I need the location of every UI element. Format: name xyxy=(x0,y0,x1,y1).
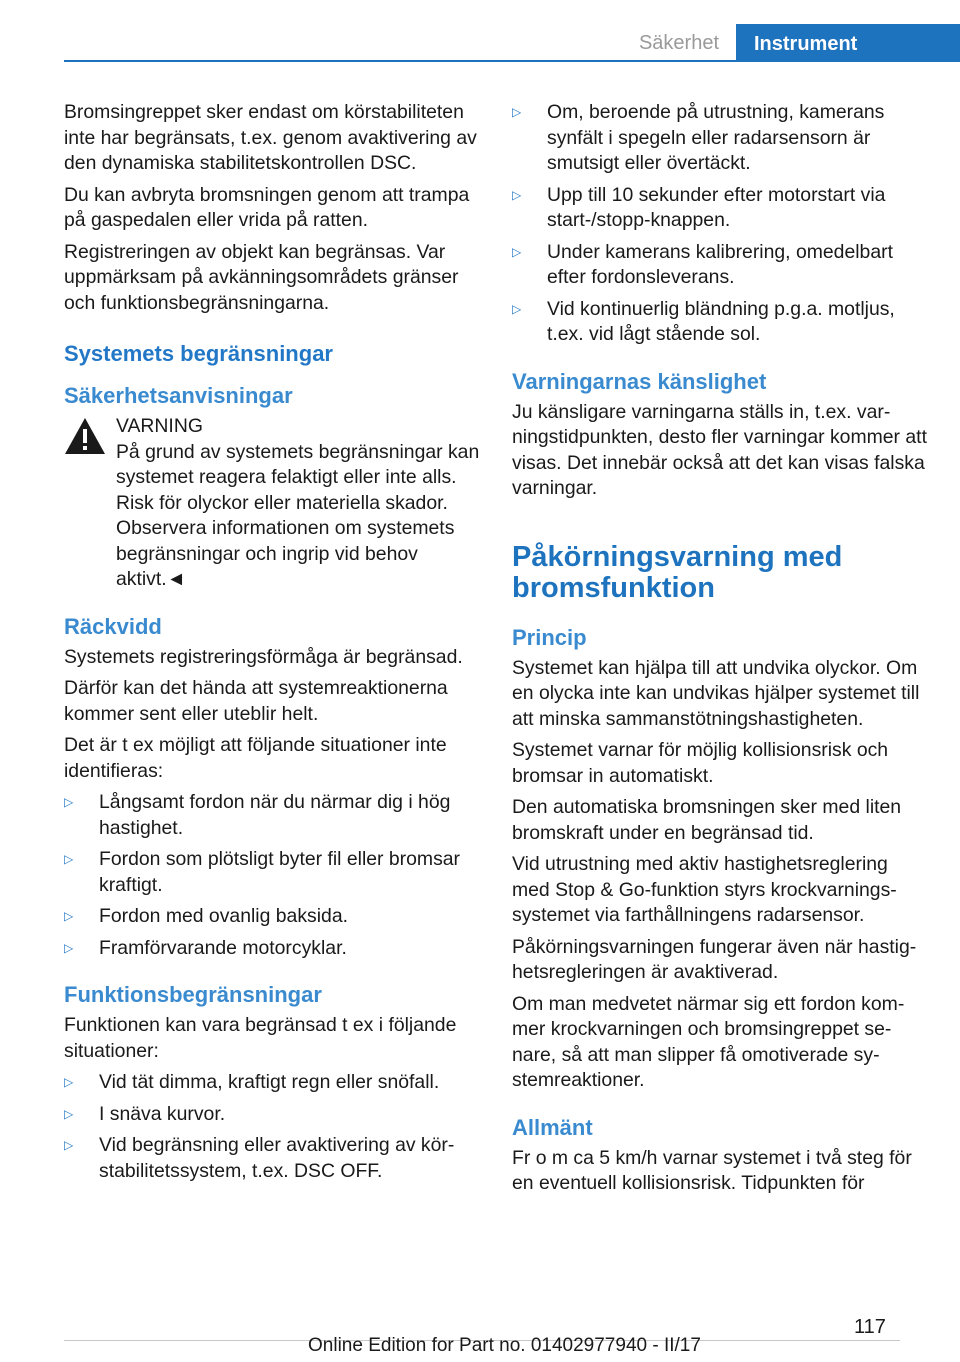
edition-footer: Online Edition for Part no. 01402977940 - II/17 xyxy=(308,1335,701,1356)
list-item xyxy=(64,936,482,962)
paragraph: Systemets registreringsförmåga är begränsad. xyxy=(64,645,463,668)
triangle-bullet-icon: ▷ xyxy=(64,1138,74,1152)
triangle-bullet-icon: ▷ xyxy=(64,1106,74,1121)
list-item-text: I snäva kurvor. xyxy=(99,1102,226,1125)
triangle-bullet-icon: ▷ xyxy=(64,940,74,955)
right-column xyxy=(512,100,928,1203)
list-item xyxy=(64,904,482,930)
list-item-text: Fordon med ovanlig baksida. xyxy=(99,905,348,927)
list-item-text: Framförvarande motorcyklar. xyxy=(99,936,347,959)
paragraph: Om man medvetet närmar sig ett fordon kommer krockvarningen och bromsingreppet senare, så att man slipper få omotiverade systemreaktioner. xyxy=(512,992,905,1091)
triangle-bullet-icon: ▷ xyxy=(512,105,522,119)
triangle-bullet-icon: ▷ xyxy=(512,187,522,202)
list-item xyxy=(512,297,928,348)
paragraph: Du kan avbryta bromsningen genom att trampa på gaspedalen eller vrida på ratten. xyxy=(64,183,470,231)
section-heading-limits: Systemets begränsningar xyxy=(64,341,333,366)
paragraph: Registreringen av objekt kan begränsas. Var uppmärksam på avkänningsområdets gränser och funktionsbegränsningarna. xyxy=(64,240,459,314)
triangle-bullet-icon: ▷ xyxy=(64,795,74,809)
list-item-text: Vid tät dimma, kraftigt regn eller snöfall. xyxy=(99,1071,440,1093)
page-number: 117 xyxy=(854,1316,886,1338)
list-item xyxy=(64,1133,482,1184)
list-item-text: Upp till 10 sekunder efter motorstart via start-/stopp-knappen. xyxy=(547,183,886,231)
section-tab-sakerhet[interactable]: Säkerhet xyxy=(638,32,720,54)
subheading-principle: Princip xyxy=(512,624,587,650)
warning-text xyxy=(116,440,482,593)
triangle-bullet-icon: ▷ xyxy=(512,301,522,316)
warning-box xyxy=(64,414,482,593)
warning-text-content: På grund av systemets begränsningar kan systemet reagera felaktigt eller inte alls. Risk för olyckor eller materiella skador. Observera informationen om systemets begränsningar och ingrip vid behov aktivt.◄ xyxy=(116,440,480,590)
subheading-safety: Säkerhetsanvisningar xyxy=(64,383,293,408)
list-item-text: Fordon som plötsligt byter fil eller bromsar kraftigt. xyxy=(99,848,461,896)
paragraph: Vid utrustning med aktiv hastighetsreglering med Stop & Go-funktion styrs krockvarningssystemet via farthållningens radarsensor. xyxy=(512,853,897,926)
list-item xyxy=(64,847,482,898)
list-item-text: Vid kontinuerlig bländning p.g.a. motljus, t.ex. vid lågt stående sol. xyxy=(547,297,895,345)
list-item-text: Under kamerans kalibrering, omedelbart efter fordonsleverans. xyxy=(547,240,893,288)
paragraph: Funktionen kan vara begränsad t ex i följande situationer: xyxy=(64,1014,457,1062)
page-header xyxy=(0,0,960,62)
paragraph: Fr o m ca 5 km/h varnar systemet i två steg för en eventuell kollisionsrisk. Tidpunkten för xyxy=(512,1146,912,1194)
paragraph: Bromsingreppet sker endast om körstabiliteten inte har begränsats, t.ex. genom avaktivering av den dynamiska stabilitetskontrollen DSC. xyxy=(64,101,477,174)
list-item xyxy=(512,100,928,177)
list-item-text: Om, beroende på utrustning, kamerans synfält i spegeln eller radarsensorn är smutsigt eller övertäckt. xyxy=(547,101,885,174)
paragraph: Det är t ex möjligt att följande situationer inte identifieras: xyxy=(64,734,447,782)
section-tab-instrument[interactable]: Instrument xyxy=(736,24,960,62)
paragraph: Påkörningsvarningen fungerar även när hastighetsregleringen är avaktiverad. xyxy=(512,935,917,983)
subheading-range: Räckvidd xyxy=(64,613,162,639)
paragraph: Systemet kan hjälpa till att undvika olyckor. Om en olycka inte kan undvikas hjälper systemet till att minska sammanstötningshastigheten. xyxy=(512,656,920,730)
warning-triangle-icon xyxy=(64,416,106,456)
paragraph: Den automatiska bromsningen sker med liten bromskraft under en begränsad tid. xyxy=(512,796,902,844)
list-item xyxy=(64,790,482,841)
warning-label: VARNING xyxy=(116,415,203,437)
left-column xyxy=(64,100,482,1190)
list-item xyxy=(512,183,928,234)
list-item xyxy=(64,1102,482,1128)
subheading-function-limits: Funktionsbegränsningar xyxy=(64,982,322,1007)
paragraph: Därför kan det hända att systemreaktionerna kommer sent eller uteblir helt. xyxy=(64,677,448,725)
range-list xyxy=(64,790,482,961)
paragraph: Ju känsligare varningarna ställs in, t.ex. varningstidpunkten, desto fler varningar kommer att visas. Det innebär också att det kan visas falska varningar. xyxy=(512,400,927,499)
list-item xyxy=(64,1070,482,1096)
subheading-general: Allmänt xyxy=(512,1114,593,1140)
triangle-bullet-icon: ▷ xyxy=(64,1075,74,1089)
list-item-text: Vid begränsning eller avaktivering av körstabilitetssystem, t.ex. DSC OFF. xyxy=(99,1134,455,1182)
paragraph: Systemet varnar för möjlig kollisionsrisk och bromsar in automatiskt. xyxy=(512,739,889,787)
triangle-bullet-icon: ▷ xyxy=(512,244,522,259)
conditions-list xyxy=(512,100,928,348)
header-rule xyxy=(64,60,960,62)
triangle-bullet-icon: ▷ xyxy=(64,852,74,866)
chapter-heading: Påkörningsvarning med bromsfunktion xyxy=(512,540,843,604)
list-item-text: Långsamt fordon när du närmar dig i hög hastighet. xyxy=(99,791,451,839)
subheading-sensitivity: Varningarnas känslighet xyxy=(512,368,767,394)
function-limits-list xyxy=(64,1070,482,1184)
list-item xyxy=(512,240,928,291)
triangle-bullet-icon: ▷ xyxy=(64,909,74,923)
